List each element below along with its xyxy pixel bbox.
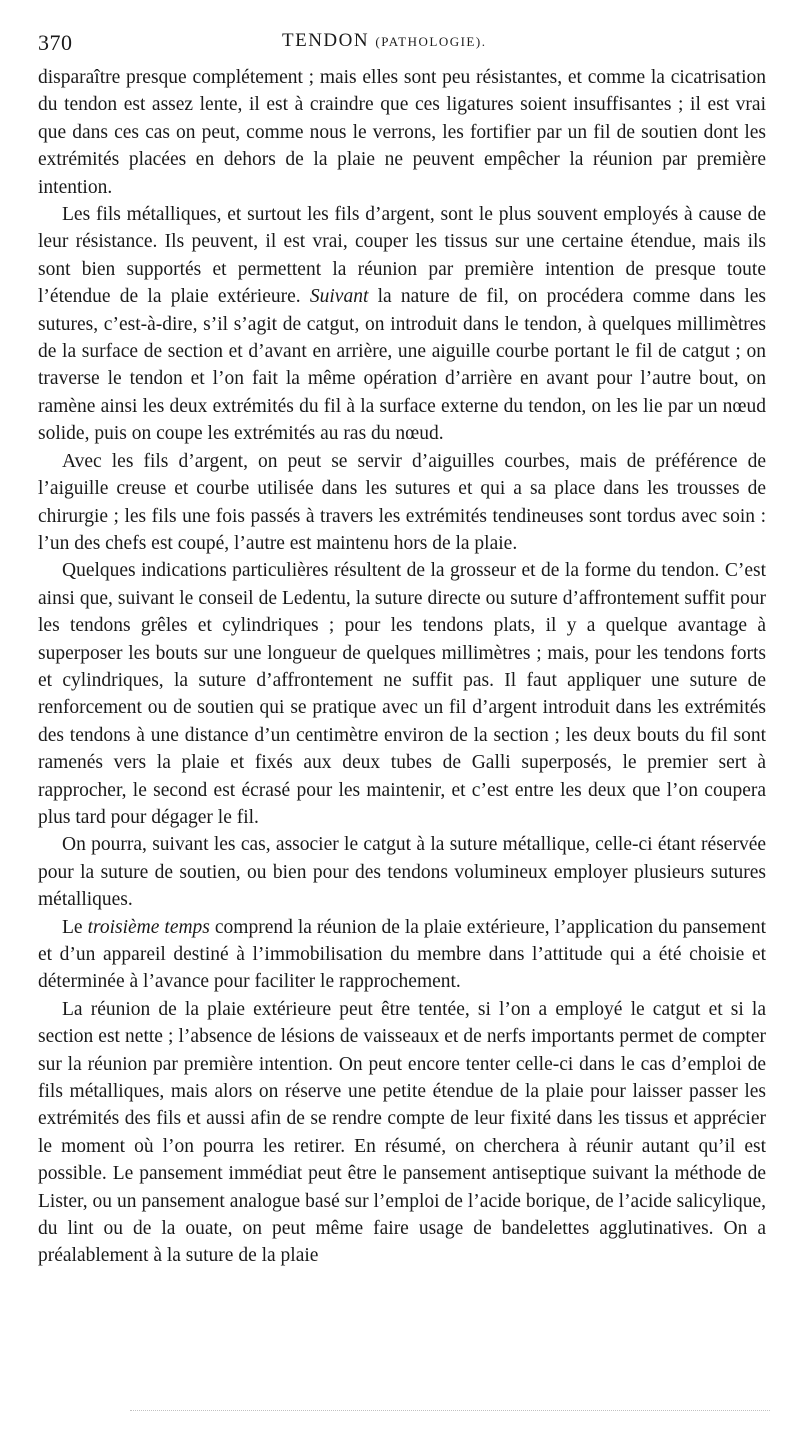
paragraph-text: Quelques indications particulières résultent de la grosseur et de la forme du tendon. C’est ainsi que, suivant le conseil de Ledentu, la suture directe ou suture d’affrontement suffit pour les tendons grêles et cylindriques ; pour les tendons plats, il y a quelque avantage à superposer les bouts sur une longueur de quelques millimètres ; mais, pour les tendons forts et cylindriques, la suture d’affrontement ne suffit pas. Il faut appliquer une suture de renforcement ou de soutien qui se pratique avec un fil d’argent introduit dans les extrémités des tendons à une distance d’un centimètre environ de la section ; les deux bouts du fil sont ramenés vers la plaie et fixés aux deux tubes de Galli superposés, le premier sert à rapprocher, le second est écrasé pour les maintenir, et c’est entre les deux que l’on coupera plus tard pour dégager le fil. <box>38 560 766 828</box>
paragraph <box>38 831 766 913</box>
paragraph-text: Le <box>62 916 88 938</box>
running-head-subtitle: (PATHOLOGIE). <box>375 34 487 49</box>
document-page <box>38 22 766 1270</box>
italic-text: Suivant <box>309 286 369 308</box>
paragraph-text: disparaître presque complétement ; mais elles sont peu résistantes, et comme la cicatrisation du tendon est assez lente, il est à craindre que ces ligatures soient insuffisantes ; il est vrai que dans ces cas on peut, comme nous le verrons, les fortifier par un fil de soutien dont les extrémités placées en dehors de la plaie ne peuvent empêcher la réunion par première intention. <box>38 67 766 198</box>
paragraph <box>38 64 766 201</box>
footer-rule <box>130 1410 770 1411</box>
paragraph <box>38 996 766 1270</box>
running-head-title: TENDON <box>282 30 370 51</box>
paragraph <box>38 557 766 831</box>
paragraph <box>38 448 766 558</box>
italic-text: troisième temps <box>87 916 210 938</box>
page-number: 370 <box>38 30 73 55</box>
body-text <box>38 64 766 1270</box>
paragraph <box>38 201 766 448</box>
paragraph <box>38 914 766 996</box>
paragraph-text: La réunion de la plaie extérieure peut être tentée, si l’on a employé le catgut et si la section est nette ; l’absence de lésions de vaisseaux et de nerfs importants permet de compter sur la réunion par première intention. On peut encore tenter celle-ci dans le cas d’emploi de fils métalliques, mais alors on réserve une petite étendue de la plaie pour laisser passer les extrémités des fils et aussi afin de se rendre compte de leur fixité dans les tissus et apprécier le moment où l’on pourra les retirer. En résumé, on cherchera à réunir autant qu’il est possible. Le pansement immédiat peut être le pansement antiseptique suivant la méthode de Lister, ou un pansement analogue basé sur l’emploi de l’acide borique, de l’acide salicylique, du lint ou de la ouate, on peut même faire usage de bandelettes agglutinatives. On a préalablement à la suture de la plaie <box>38 998 766 1267</box>
running-head <box>282 30 486 52</box>
paragraph-text: Les fils métalliques, et surtout les fils d’argent, sont le plus souvent employés à cause de leur résistance. Ils peuvent, il est vrai, couper les tissus sur une certaine étendue, mais ils sont bien supportés et permettent la réunion par première intention de presque toute l’étendue de la plaie extérieure. <box>38 204 766 308</box>
page-header <box>38 22 766 56</box>
paragraph-text: Avec les fils d’argent, on peut se servir d’aiguilles courbes, mais de préférence de l’aiguille creuse et courbe utilisée dans les sutures et qui a sa place dans les trousses de chirurgie ; les fils une fois passés à travers les extrémités tendineuses sont tordus avec soin : l’un des chefs est coupé, l’autre est maintenu hors de la plaie. <box>38 450 766 554</box>
paragraph-text: la nature de fil, on procédera comme dans les sutures, c’est-à-dire, s’il s’agit de catgut, on introduit dans le tendon, à quelques millimètres de la surface de section et d’avant en arrière, une aiguille courbe portant le fil de catgut ; on traverse le tendon et l’on fait la même opération d’arrière en avant pour l’autre bout, on ramène ainsi les deux extrémités du fil à la surface externe du tendon, on les lie par un nœud solide, puis on coupe les extrémités au ras du nœud. <box>38 286 766 445</box>
paragraph-text: On pourra, suivant les cas, associer le catgut à la suture métallique, celle-ci étant réservée pour la suture de soutien, ou bien pour des tendons volumineux employer plusieurs sutures métalliques. <box>38 834 766 911</box>
paragraph-text: comprend la réunion de la plaie extérieure, l’application du pansement et d’un appareil destiné à l’immobilisation du membre dans l’attitude qui a été choisie et déterminée à l’avance pour faciliter le rapprochement. <box>38 916 767 993</box>
